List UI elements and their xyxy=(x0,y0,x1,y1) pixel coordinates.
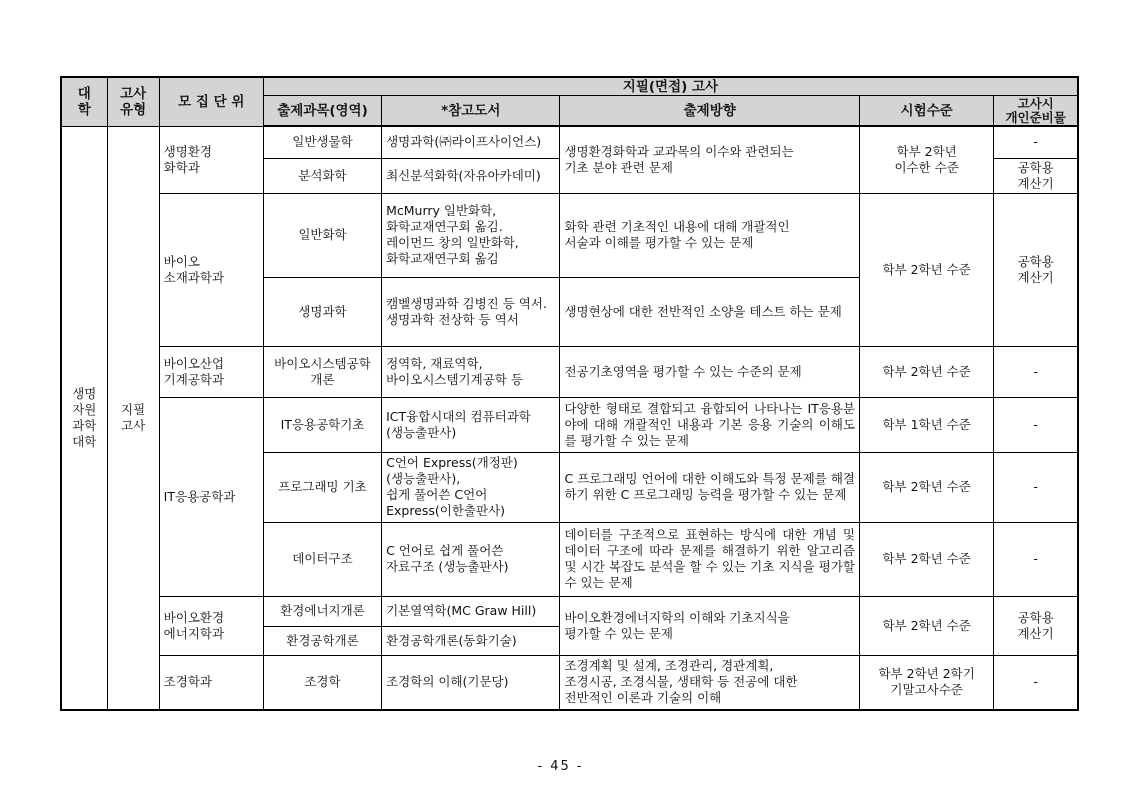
level-cell: 학부 2학년 수준 xyxy=(860,346,994,397)
direction-cell: 조경계획 및 설계, 조경관리, 경관계획, 조경시공, 조경식물, 생태학 등 전공에 대한 전반적인 이론과 기술의 이해 xyxy=(560,655,860,710)
level-cell: 학부 2학년 수준 xyxy=(860,596,994,655)
prep-cell: - xyxy=(994,655,1078,710)
prep-cell: 공학용 계산기 xyxy=(994,596,1078,655)
prep-cell: - xyxy=(994,452,1078,522)
reference-cell: 정역학, 재료역학, 바이오시스템기계공학 등 xyxy=(382,346,560,397)
subject-cell: 환경공학개론 xyxy=(263,626,381,655)
header-reference: *참고도서 xyxy=(382,96,560,127)
prep-cell: - xyxy=(994,522,1078,596)
table-row xyxy=(61,346,1078,397)
subject-cell: 생명과학 xyxy=(263,277,381,346)
reference-cell: 환경공학개론(동화기술) xyxy=(382,626,560,655)
header-direction: 출제방향 xyxy=(560,96,860,127)
subject-cell: 환경에너지개론 xyxy=(263,596,381,626)
header-subject: 출제과목(영역) xyxy=(263,96,381,127)
reference-cell: 최신분석화학(자유아카데미) xyxy=(382,158,560,193)
header-college: 대 학 xyxy=(61,77,107,126)
subject-cell: 일반화학 xyxy=(263,193,381,277)
dept-cell: 바이오 소재과학과 xyxy=(159,193,263,346)
prep-cell: 공학용 계산기 xyxy=(994,193,1078,346)
dept-cell: 조경학과 xyxy=(159,655,263,710)
level-cell: 학부 2학년 수준 xyxy=(860,522,994,596)
prep-cell: - xyxy=(994,126,1078,158)
header-level: 시험수준 xyxy=(860,96,994,127)
level-cell: 학부 2학년 수준 xyxy=(860,193,994,346)
direction-cell: 전공기초영역을 평가할 수 있는 수준의 문제 xyxy=(560,346,860,397)
reference-cell: 생명과학(㈜라이프사이언스) xyxy=(382,126,560,158)
header-exam-group: 지필(면접) 고사 xyxy=(263,77,1078,96)
dept-cell: 바이오산업 기계공학과 xyxy=(159,346,263,397)
reference-cell: 기본열역학(MC Graw Hill) xyxy=(382,596,560,626)
reference-cell: 조경학의 이해(기문당) xyxy=(382,655,560,710)
prep-cell: - xyxy=(994,397,1078,452)
reference-cell: C 언어로 쉽게 풀어쓴 자료구조 (생능출판사) xyxy=(382,522,560,596)
direction-cell: 생명환경화학과 교과목의 이수와 관련되는 기초 분야 관련 문제 xyxy=(560,126,860,193)
level-cell: 학부 1학년 수준 xyxy=(860,397,994,452)
level-cell: 학부 2학년 2학기 기말고사수준 xyxy=(860,655,994,710)
page-number: - 45 - xyxy=(537,759,584,774)
direction-cell: 다양한 형태로 결합되고 융합되어 나타나는 IT응용분야에 대해 개괄적인 내용과 기본 응용 기술의 이해도를 평가할 수 있는 문제 xyxy=(560,397,860,452)
direction-cell: C 프로그래밍 언어에 대한 이해도와 특정 문제를 해결하기 위한 C 프로그래밍 능력을 평가할 수 있는 문제 xyxy=(560,452,860,522)
subject-cell: IT응용공학기초 xyxy=(263,397,381,452)
direction-cell: 화학 관련 기초적인 내용에 대해 개괄적인 서술과 이해를 평가할 수 있는 문제 xyxy=(560,193,860,277)
subject-cell: 일반생물학 xyxy=(263,126,381,158)
prep-cell: 공학용 계산기 xyxy=(994,158,1078,193)
header-prep: 고사시 개인준비물 xyxy=(994,96,1078,127)
reference-cell: 캠벨생명과학 김병진 등 역서. 생명과학 전상학 등 역서 xyxy=(382,277,560,346)
header-unit: 모 집 단 위 xyxy=(159,77,263,126)
table-row xyxy=(61,596,1078,626)
dept-cell: IT응용공학과 xyxy=(159,397,263,596)
table-row xyxy=(61,193,1078,277)
subject-cell: 조경학 xyxy=(263,655,381,710)
subject-cell: 바이오시스템공학 개론 xyxy=(263,346,381,397)
level-cell: 학부 2학년 수준 xyxy=(860,452,994,522)
subject-cell: 데이터구조 xyxy=(263,522,381,596)
direction-cell: 생명현상에 대한 전반적인 소양을 테스트 하는 문제 xyxy=(560,277,860,346)
exam-type-cell: 지필 고사 xyxy=(107,126,159,710)
exam-table xyxy=(60,76,1079,711)
reference-cell: McMurry 일반화학, 화학교재연구회 옮김. 레이먼드 창의 일반화학, 화학교재연구회 옮김 xyxy=(382,193,560,277)
subject-cell: 프로그래밍 기초 xyxy=(263,452,381,522)
dept-cell: 바이오환경 에너지학과 xyxy=(159,596,263,655)
reference-cell: C언어 Express(개정판) (생능출판사), 쉽게 풀어쓴 C언어 Express(이한출판사) xyxy=(382,452,560,522)
table-row xyxy=(61,126,1078,158)
table-row xyxy=(61,397,1078,452)
college-cell: 생명 자원 과학 대학 xyxy=(61,126,107,710)
reference-cell: ICT융합시대의 컴퓨터과학 (생능출판사) xyxy=(382,397,560,452)
direction-cell: 바이오환경에너지학의 이해와 기초지식을 평가할 수 있는 문제 xyxy=(560,596,860,655)
direction-cell: 데이터를 구조적으로 표현하는 방식에 대한 개념 및 데이터 구조에 따라 문제를 해결하기 위한 알고리즘 및 시간 복잡도 분석을 할 수 있는 기초 지식을 평가할 수 있는 문제 xyxy=(560,522,860,596)
level-cell: 학부 2학년 이수한 수준 xyxy=(860,126,994,193)
dept-cell: 생명환경 화학과 xyxy=(159,126,263,193)
header-exam-type: 고사 유형 xyxy=(107,77,159,126)
subject-cell: 분석화학 xyxy=(263,158,381,193)
prep-cell: - xyxy=(994,346,1078,397)
table-row xyxy=(61,655,1078,710)
